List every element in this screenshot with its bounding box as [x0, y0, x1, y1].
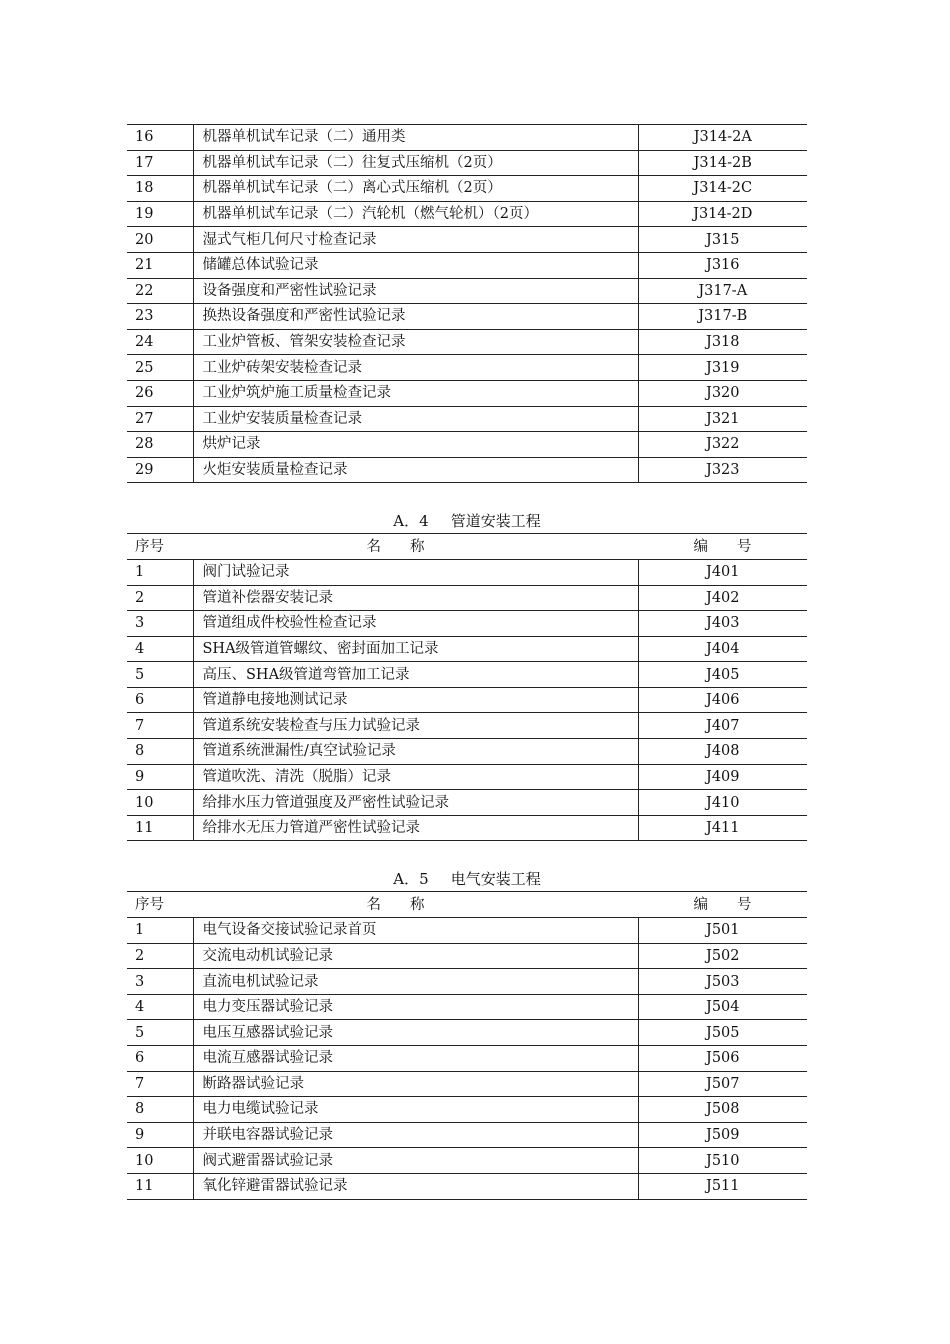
row-code: J504 — [638, 994, 807, 1020]
row-code: J503 — [638, 969, 807, 995]
row-code: J507 — [638, 1071, 807, 1097]
header-code: 编 号 — [638, 892, 807, 918]
header-name: 名 称 — [193, 892, 638, 918]
row-serial: 18 — [127, 176, 193, 202]
row-code: J314-2D — [638, 201, 807, 227]
row-code: J409 — [638, 764, 807, 790]
row-code: J317-A — [638, 278, 807, 304]
table-row — [127, 252, 807, 278]
row-code: J508 — [638, 1097, 807, 1123]
section-heading: 电气安装工程 — [450, 870, 541, 889]
row-code: J314-2A — [638, 125, 807, 151]
row-name: 工业炉管板、管架安装检查记录 — [193, 329, 638, 355]
row-serial: 5 — [127, 662, 193, 688]
table-row — [127, 918, 807, 944]
row-name: 电气设备交接试验记录首页 — [193, 918, 638, 944]
table-body — [127, 918, 807, 1200]
row-code: J408 — [638, 739, 807, 765]
table-pipeline-records — [127, 533, 807, 841]
row-serial: 10 — [127, 1148, 193, 1174]
row-name: 管道静电接地测试记录 — [193, 687, 638, 713]
row-serial: 3 — [127, 611, 193, 637]
table-row — [127, 278, 807, 304]
row-name: 管道系统泄漏性/真空试验记录 — [193, 739, 638, 765]
row-name: 管道组成件校验性检查记录 — [193, 611, 638, 637]
section-title-a4 — [127, 509, 807, 533]
row-name: 火炬安装质量检查记录 — [193, 457, 638, 483]
table-row — [127, 815, 807, 841]
row-serial: 10 — [127, 790, 193, 816]
header-code: 编 号 — [638, 534, 807, 560]
row-serial: 7 — [127, 713, 193, 739]
row-name: 氧化锌避雷器试验记录 — [193, 1173, 638, 1199]
row-serial: 7 — [127, 1071, 193, 1097]
row-serial: 3 — [127, 969, 193, 995]
table-row — [127, 1173, 807, 1199]
row-serial: 4 — [127, 994, 193, 1020]
row-code: J402 — [638, 585, 807, 611]
row-code: J505 — [638, 1020, 807, 1046]
table-row — [127, 969, 807, 995]
table-header-row — [127, 892, 807, 918]
header-serial: 序号 — [127, 892, 193, 918]
row-code: J410 — [638, 790, 807, 816]
row-name: 机器单机试车记录（二）离心式压缩机（2页） — [193, 176, 638, 202]
row-serial: 28 — [127, 432, 193, 458]
table-row — [127, 380, 807, 406]
row-name: 电流互感器试验记录 — [193, 1046, 638, 1072]
row-serial: 23 — [127, 304, 193, 330]
table-row — [127, 304, 807, 330]
table-row — [127, 432, 807, 458]
row-serial: 1 — [127, 559, 193, 585]
section-number: A．4 — [393, 512, 429, 531]
document-page — [127, 124, 807, 1200]
row-code: J319 — [638, 355, 807, 381]
row-name: SHA级管道管螺纹、密封面加工记录 — [193, 636, 638, 662]
table-row — [127, 1122, 807, 1148]
table-row — [127, 687, 807, 713]
row-code: J509 — [638, 1122, 807, 1148]
row-serial: 8 — [127, 739, 193, 765]
table-row — [127, 176, 807, 202]
row-serial: 27 — [127, 406, 193, 432]
row-name: 电力电缆试验记录 — [193, 1097, 638, 1123]
row-name: 给排水压力管道强度及严密性试验记录 — [193, 790, 638, 816]
row-code: J401 — [638, 559, 807, 585]
row-name: 断路器试验记录 — [193, 1071, 638, 1097]
table-electrical-records — [127, 891, 807, 1199]
row-serial: 24 — [127, 329, 193, 355]
table-row — [127, 329, 807, 355]
row-name: 工业炉筑炉施工质量检查记录 — [193, 380, 638, 406]
table-body — [127, 125, 807, 483]
row-code: J317-B — [638, 304, 807, 330]
row-name: 管道补偿器安装记录 — [193, 585, 638, 611]
table-row — [127, 1046, 807, 1072]
table-row — [127, 1097, 807, 1123]
row-code: J405 — [638, 662, 807, 688]
table-row — [127, 559, 807, 585]
row-serial: 25 — [127, 355, 193, 381]
row-name: 设备强度和严密性试验记录 — [193, 278, 638, 304]
table-row — [127, 790, 807, 816]
row-name: 机器单机试车记录（二）通用类 — [193, 125, 638, 151]
row-code: J406 — [638, 687, 807, 713]
row-name: 给排水无压力管道严密性试验记录 — [193, 815, 638, 841]
row-serial: 6 — [127, 687, 193, 713]
row-name: 机器单机试车记录（二）汽轮机（燃气轮机）（2页） — [193, 201, 638, 227]
table-header-row — [127, 534, 807, 560]
row-serial: 21 — [127, 252, 193, 278]
table-row — [127, 125, 807, 151]
row-name: 电力变压器试验记录 — [193, 994, 638, 1020]
table-row — [127, 227, 807, 253]
section-heading: 管道安装工程 — [450, 512, 541, 531]
row-name: 工业炉砖架安装检查记录 — [193, 355, 638, 381]
row-code: J510 — [638, 1148, 807, 1174]
row-serial: 9 — [127, 1122, 193, 1148]
row-code: J320 — [638, 380, 807, 406]
row-name: 高压、SHA级管道弯管加工记录 — [193, 662, 638, 688]
row-name: 交流电动机试验记录 — [193, 943, 638, 969]
row-serial: 11 — [127, 1173, 193, 1199]
table-row — [127, 713, 807, 739]
row-code: J511 — [638, 1173, 807, 1199]
row-code: J322 — [638, 432, 807, 458]
table-row — [127, 611, 807, 637]
row-code: J407 — [638, 713, 807, 739]
row-code: J323 — [638, 457, 807, 483]
table-row — [127, 739, 807, 765]
row-serial: 20 — [127, 227, 193, 253]
table-row — [127, 457, 807, 483]
row-code: J314-2B — [638, 150, 807, 176]
row-name: 湿式气柜几何尺寸检查记录 — [193, 227, 638, 253]
section-title-a5 — [127, 867, 807, 891]
row-serial: 11 — [127, 815, 193, 841]
row-name: 工业炉安装质量检查记录 — [193, 406, 638, 432]
table-row — [127, 406, 807, 432]
header-serial: 序号 — [127, 534, 193, 560]
table-row — [127, 636, 807, 662]
row-code: J411 — [638, 815, 807, 841]
row-code: J316 — [638, 252, 807, 278]
table-row — [127, 150, 807, 176]
row-serial: 16 — [127, 125, 193, 151]
row-serial: 26 — [127, 380, 193, 406]
row-serial: 2 — [127, 943, 193, 969]
row-name: 机器单机试车记录（二）往复式压缩机（2页） — [193, 150, 638, 176]
row-serial: 1 — [127, 918, 193, 944]
table-row — [127, 355, 807, 381]
table-row — [127, 1148, 807, 1174]
row-name: 储罐总体试验记录 — [193, 252, 638, 278]
row-serial: 17 — [127, 150, 193, 176]
row-name: 电压互感器试验记录 — [193, 1020, 638, 1046]
row-code: J403 — [638, 611, 807, 637]
row-code: J321 — [638, 406, 807, 432]
table-row — [127, 662, 807, 688]
row-code: J404 — [638, 636, 807, 662]
row-code: J314-2C — [638, 176, 807, 202]
row-serial: 19 — [127, 201, 193, 227]
row-name: 管道吹洗、清洗（脱脂）记录 — [193, 764, 638, 790]
row-name: 换热设备强度和严密性试验记录 — [193, 304, 638, 330]
table-row — [127, 994, 807, 1020]
row-code: J501 — [638, 918, 807, 944]
table-row — [127, 1071, 807, 1097]
row-name: 阀式避雷器试验记录 — [193, 1148, 638, 1174]
row-code: J502 — [638, 943, 807, 969]
table-row — [127, 1020, 807, 1046]
table-body — [127, 559, 807, 841]
row-serial: 5 — [127, 1020, 193, 1046]
row-serial: 29 — [127, 457, 193, 483]
row-name: 并联电容器试验记录 — [193, 1122, 638, 1148]
row-code: J506 — [638, 1046, 807, 1072]
row-serial: 2 — [127, 585, 193, 611]
row-code: J318 — [638, 329, 807, 355]
section-number: A．5 — [393, 870, 429, 889]
row-serial: 8 — [127, 1097, 193, 1123]
row-serial: 9 — [127, 764, 193, 790]
table-row — [127, 585, 807, 611]
row-serial: 6 — [127, 1046, 193, 1072]
table-row — [127, 201, 807, 227]
row-serial: 22 — [127, 278, 193, 304]
table-row — [127, 764, 807, 790]
table-row — [127, 943, 807, 969]
header-name: 名 称 — [193, 534, 638, 560]
row-name: 管道系统安装检查与压力试验记录 — [193, 713, 638, 739]
row-name: 直流电机试验记录 — [193, 969, 638, 995]
row-serial: 4 — [127, 636, 193, 662]
row-name: 烘炉记录 — [193, 432, 638, 458]
table-equipment-records — [127, 124, 807, 483]
row-code: J315 — [638, 227, 807, 253]
row-name: 阀门试验记录 — [193, 559, 638, 585]
